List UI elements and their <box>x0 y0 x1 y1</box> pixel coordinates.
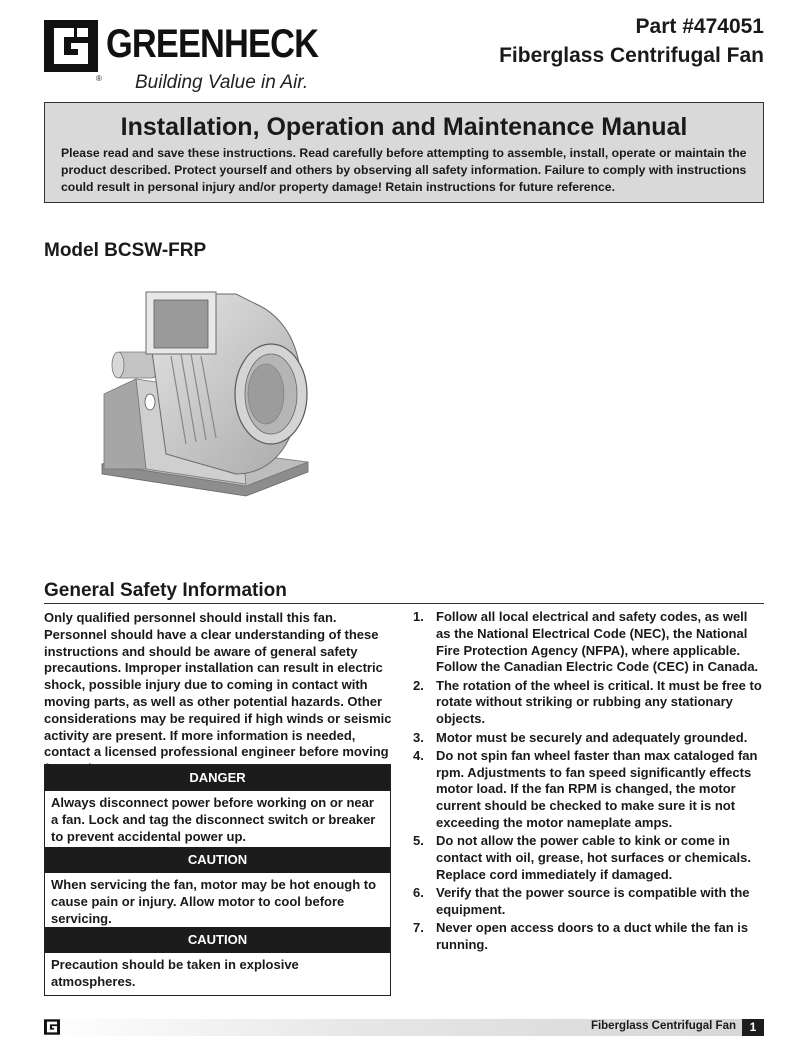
manual-banner <box>44 102 764 203</box>
caution-heading: CAUTION <box>45 847 390 873</box>
manual-title: Installation, Operation and Maintenance Manual <box>120 113 688 141</box>
greenheck-small-logo-icon <box>44 1019 60 1035</box>
list-item: 4. Do not spin fan wheel faster than max cataloged fan rpm. Adjustments to fan speed significantly effects motor load. If the fan RPM is changed, the motor current should be checked to make sure it is not exceeding the motor nameplate amps. <box>413 747 758 831</box>
list-item: 7. Never open access doors to a duct while the fan is running. <box>413 920 749 953</box>
manual-instructions: Please read and save these instructions. Read carefully before attempting to assemble, install, operate or maintain the product described. Protect yourself and others by observing all safety information. Failure to comply with instructions could result in personal injury and/or property damage! Retain instructions for future reference. <box>61 146 747 194</box>
list-item: 2. The rotation of the wheel is critical. It must be free to rotate without striking or rubbing any stationary objects. <box>413 677 762 727</box>
greenheck-logo <box>44 18 324 93</box>
warnings-box <box>44 764 391 996</box>
product-title: Fiberglass Centrifugal Fan <box>499 44 764 67</box>
caution-text: Precaution should be taken in explosive atmospheres. <box>51 957 299 989</box>
part-number: Part #474051 <box>635 15 764 38</box>
brand-name: GREENHECK <box>106 22 319 66</box>
greenheck-logo-mark-icon <box>44 20 98 72</box>
page-number: 1 <box>742 1019 764 1036</box>
caution-text: When servicing the fan, motor may be hot enough to cause pain or injury. Allow motor to cool before servicing. <box>51 877 377 926</box>
caution-heading: CAUTION <box>45 927 390 953</box>
list-item: 6. Verify that the power source is compatible with the equipment. <box>413 885 750 918</box>
safety-heading: General Safety Information <box>44 580 287 601</box>
list-item: 5. Do not allow the power cable to kink or come in contact with oil, grease, hot surfaces or chemicals. Replace cord immediately if damaged. <box>413 833 751 882</box>
section-divider <box>44 603 764 604</box>
model-heading: Model BCSW-FRP <box>44 240 207 261</box>
list-item: 3. Motor must be securely and adequately grounded. <box>413 729 748 745</box>
safety-intro: Only qualified personnel should install this fan. Personnel should have a clear understanding of these instructions and should be aware of general safety precautions. Improper installation can result in electric shock, possible injury due to coming in contact with moving parts, as well as other potential hazards. Other considerations may be required if high winds or seismic activity are present. If more information is needed, contact a licensed professional engineer before moving <box>44 610 392 760</box>
fan-illustration <box>96 284 326 506</box>
registered-mark: ® <box>96 74 102 83</box>
safety-rules-list <box>413 609 765 955</box>
list-item: 1. Follow all local electrical and safety codes, as well as the National Electrical Code (NEC), the National Fire Protection Agency (NFPA), where applicable. Follow the Canadian Electric Code (CEC) in Canada. <box>413 609 759 675</box>
danger-heading: DANGER <box>45 765 390 791</box>
footer-title: Fiberglass Centrifugal Fan <box>590 1020 736 1032</box>
danger-text: Always disconnect power before working on or near a fan. Lock and tag the disconnect switch or breaker to prevent accidental power up. <box>51 795 376 844</box>
brand-tagline: Building Value in Air. <box>135 72 309 93</box>
